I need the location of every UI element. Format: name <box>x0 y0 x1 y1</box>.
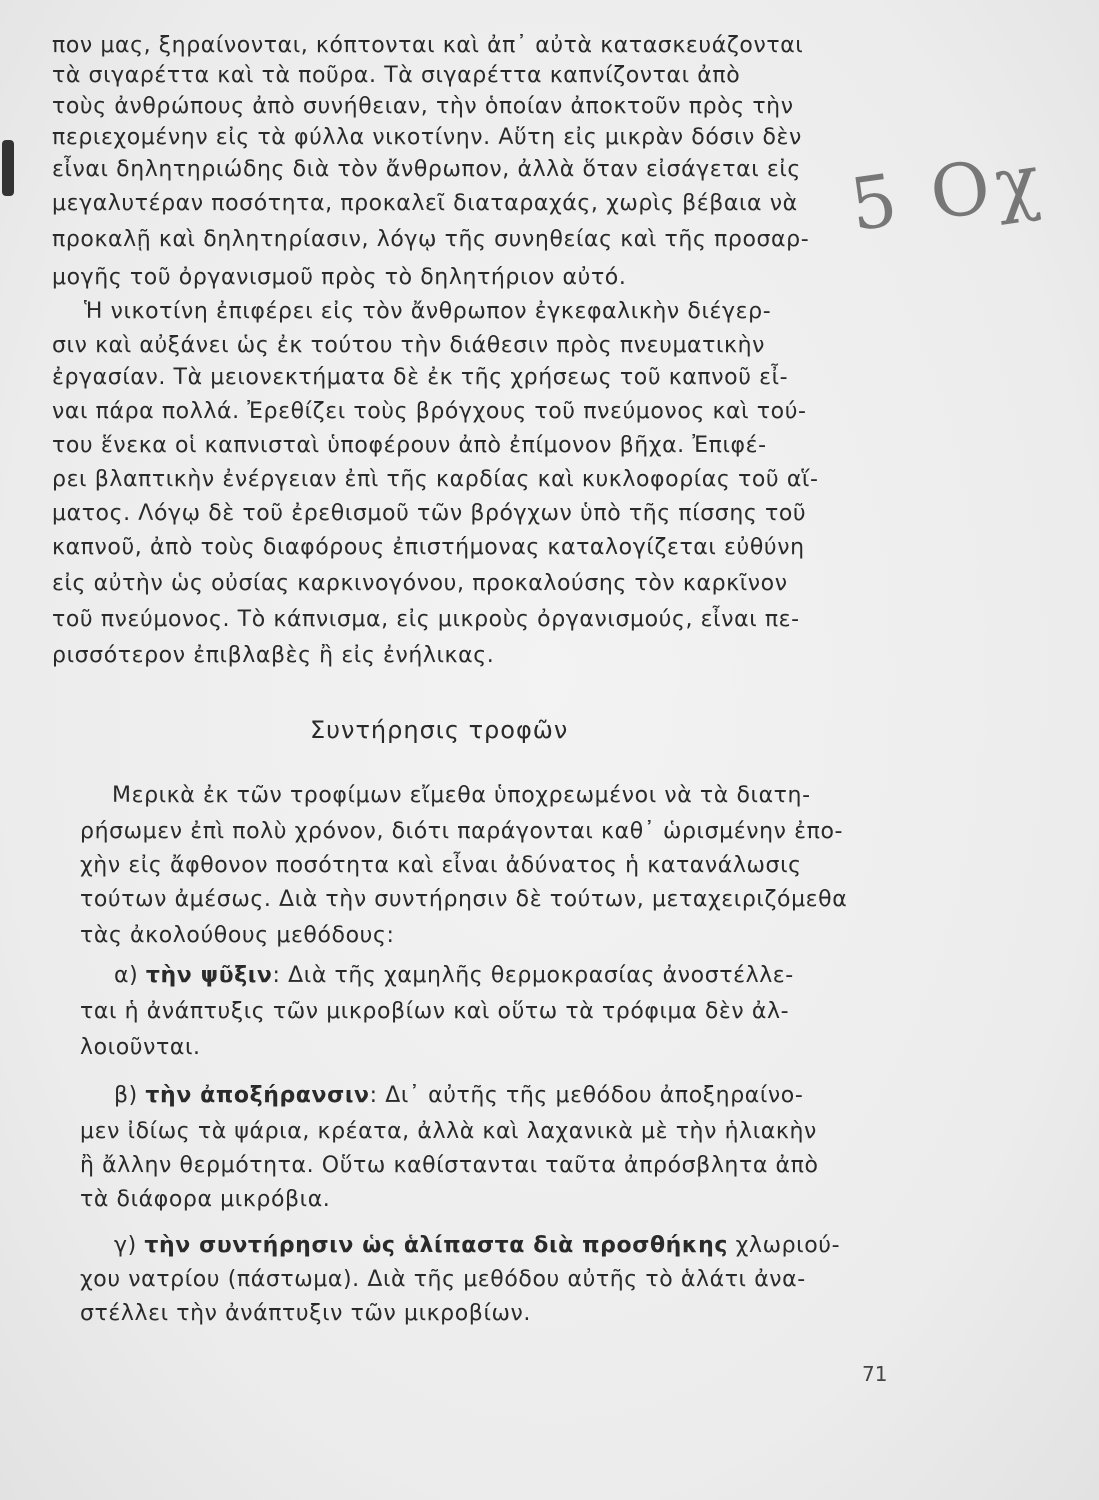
text-line: περιεχομένην εἰς τὰ φύλλα νικοτίνην. Αὕτη εἰς μικρὰν δόσιν δὲν <box>52 125 802 150</box>
text-line: τὰς ἀκολούθους μεθόδους: <box>80 923 395 948</box>
text-line: χὴν εἰς ἄφθονον ποσότητα καὶ εἶναι ἀδύνατος ἡ κατανάλωσις <box>80 853 802 878</box>
text-line: Ἡ νικοτίνη ἐπιφέρει εἰς τὸν ἄνθρωπον ἐγκεφαλικὴν διέγερ- <box>84 299 772 324</box>
text-line: ρήσωμεν ἐπὶ πολὺ χρόνον, διότι παράγονται καθ᾽ ὡρισμένην ἐπο- <box>80 819 844 844</box>
text-line: ματος. Λόγῳ δὲ τοῦ ἐρεθισμοῦ τῶν βρόγχων ὑπὸ τῆς πίσσης τοῦ <box>52 501 807 526</box>
text-line: χου νατρίου (πάστωμα). Διὰ τῆς μεθόδου αὐτῆς τὸ ἁλάτι ἀνα- <box>80 1267 806 1292</box>
text-line: ἐργασίαν. Τὰ μειονεκτήματα δὲ ἐκ τῆς χρήσεως τοῦ καπνοῦ εἶ- <box>52 365 789 390</box>
text-line: τοῦ πνεύμονος. Τὸ κάπνισμα, εἰς μικροὺς ὀργανισμούς, εἶναι πε- <box>52 607 800 632</box>
section-heading: Συντήρησις τροφῶν <box>310 716 569 744</box>
item-text: χλωριού- <box>728 1233 841 1258</box>
text-line: ἢ ἄλλην θερμότητα. Οὕτω καθίστανται ταῦτα ἀπρόσβλητα ἀπὸ <box>80 1153 819 1178</box>
text-line: τούτων ἀμέσως. Διὰ τὴν συντήρησιν δὲ τούτων, μεταχειριζόμεθα <box>80 887 848 912</box>
text-line: εἶναι δηλητηριώδης διὰ τὸν ἄνθρωπον, ἀλλὰ ὅταν εἰσάγεται εἰς <box>52 157 801 182</box>
item-prefix: γ) <box>114 1233 145 1258</box>
text-line: ρισσότερον ἐπιβλαβὲς ἢ εἰς ἐνήλικας. <box>52 643 495 668</box>
text-line: τοὺς ἀνθρώπους ἀπὸ συνήθειαν, τὴν ὁποίαν ἀποκτοῦν πρὸς τὴν <box>52 94 794 119</box>
item-prefix: α) <box>114 963 146 988</box>
text-line: προκαλῇ καὶ δηλητηρίασιν, λόγῳ τῆς συνηθείας καὶ τῆς προσαρ- <box>52 227 810 252</box>
text-line: τὰ σιγαρέττα καὶ τὰ ποῦρα. Τὰ σιγαρέττα καπνίζονται ἀπὸ <box>52 63 741 88</box>
item-term: τὴν ψῦξιν <box>145 963 273 988</box>
text-line: τὰ διάφορα μικρόβια. <box>80 1187 331 1212</box>
item-text: : Δι᾽ αὐτῆς τῆς μεθόδου ἀποξηραίνο- <box>369 1083 804 1108</box>
text-line: εἰς αὐτὴν ὡς οὐσίας καρκινογόνου, προκαλούσης τὸν καρκῖνον <box>52 571 788 596</box>
list-item-b <box>114 1082 803 1110</box>
text-line: ναι πάρα πολλά. Ἐρεθίζει τοὺς βρόγχους τοῦ πνεύμονος καὶ τού- <box>52 399 807 424</box>
text-line: λοιοῦνται. <box>80 1035 201 1060</box>
text-line: σιν καὶ αὐξάνει ὡς ἐκ τούτου τὴν διάθεσιν πρὸς πνευματικὴν <box>52 333 766 358</box>
item-prefix: β) <box>114 1083 146 1108</box>
text-line: στέλλει τὴν ἀνάπτυξιν τῶν μικροβίων. <box>80 1301 531 1326</box>
text-line: μογῆς τοῦ ὀργανισμοῦ πρὸς τὸ δηλητήριον αὐτό. <box>52 265 627 290</box>
item-text: : Διὰ τῆς χαμηλῆς θερμοκρασίας ἀνοστέλλε- <box>272 963 794 988</box>
item-term: τὴν ἀποξήρανσιν <box>145 1083 370 1108</box>
text-line: πον μας, ξηραίνονται, κόπτονται καὶ ἀπ᾽ αὐτὰ κατασκευάζονται <box>52 33 804 58</box>
text-line: ται ἡ ἀνάπτυξις τῶν μικροβίων καὶ οὕτω τὰ τρόφιμα δὲν ἀλ- <box>80 999 790 1024</box>
list-item-c <box>114 1232 840 1260</box>
page-number: 71 <box>862 1362 888 1386</box>
text-line: Μερικὰ ἐκ τῶν τροφίμων εἴμεθα ὑποχρεωμένοι νὰ τὰ διατη- <box>112 783 811 808</box>
text-line: του ἕνεκα οἱ καπνισταὶ ὑποφέρουν ἀπὸ ἐπίμονον βῆχα. Ἐπιφέ- <box>52 433 767 458</box>
text-line: μεγαλυτέραν ποσότητα, προκαλεῖ διαταραχάς, χωρὶς βέβαια νὰ <box>52 191 798 216</box>
list-item-a <box>114 962 794 990</box>
margin-mark <box>2 140 14 196</box>
handwritten-note: 5 Oχ <box>845 136 1051 248</box>
text-line: μεν ἰδίως τὰ ψάρια, κρέατα, ἀλλὰ καὶ λαχανικὰ μὲ τὴν ἡλιακὴν <box>80 1119 817 1144</box>
item-term: τὴν συντήρησιν ὡς ἁλίπαστα διὰ προσθήκης <box>144 1233 729 1258</box>
text-line: καπνοῦ, ἀπὸ τοὺς διαφόρους ἐπιστήμονας καταλογίζεται εὐθύνη <box>52 535 805 560</box>
text-line: ρει βλαπτικὴν ἐνέργειαν ἐπὶ τῆς καρδίας καὶ κυκλοφορίας τοῦ αἵ- <box>52 467 819 492</box>
